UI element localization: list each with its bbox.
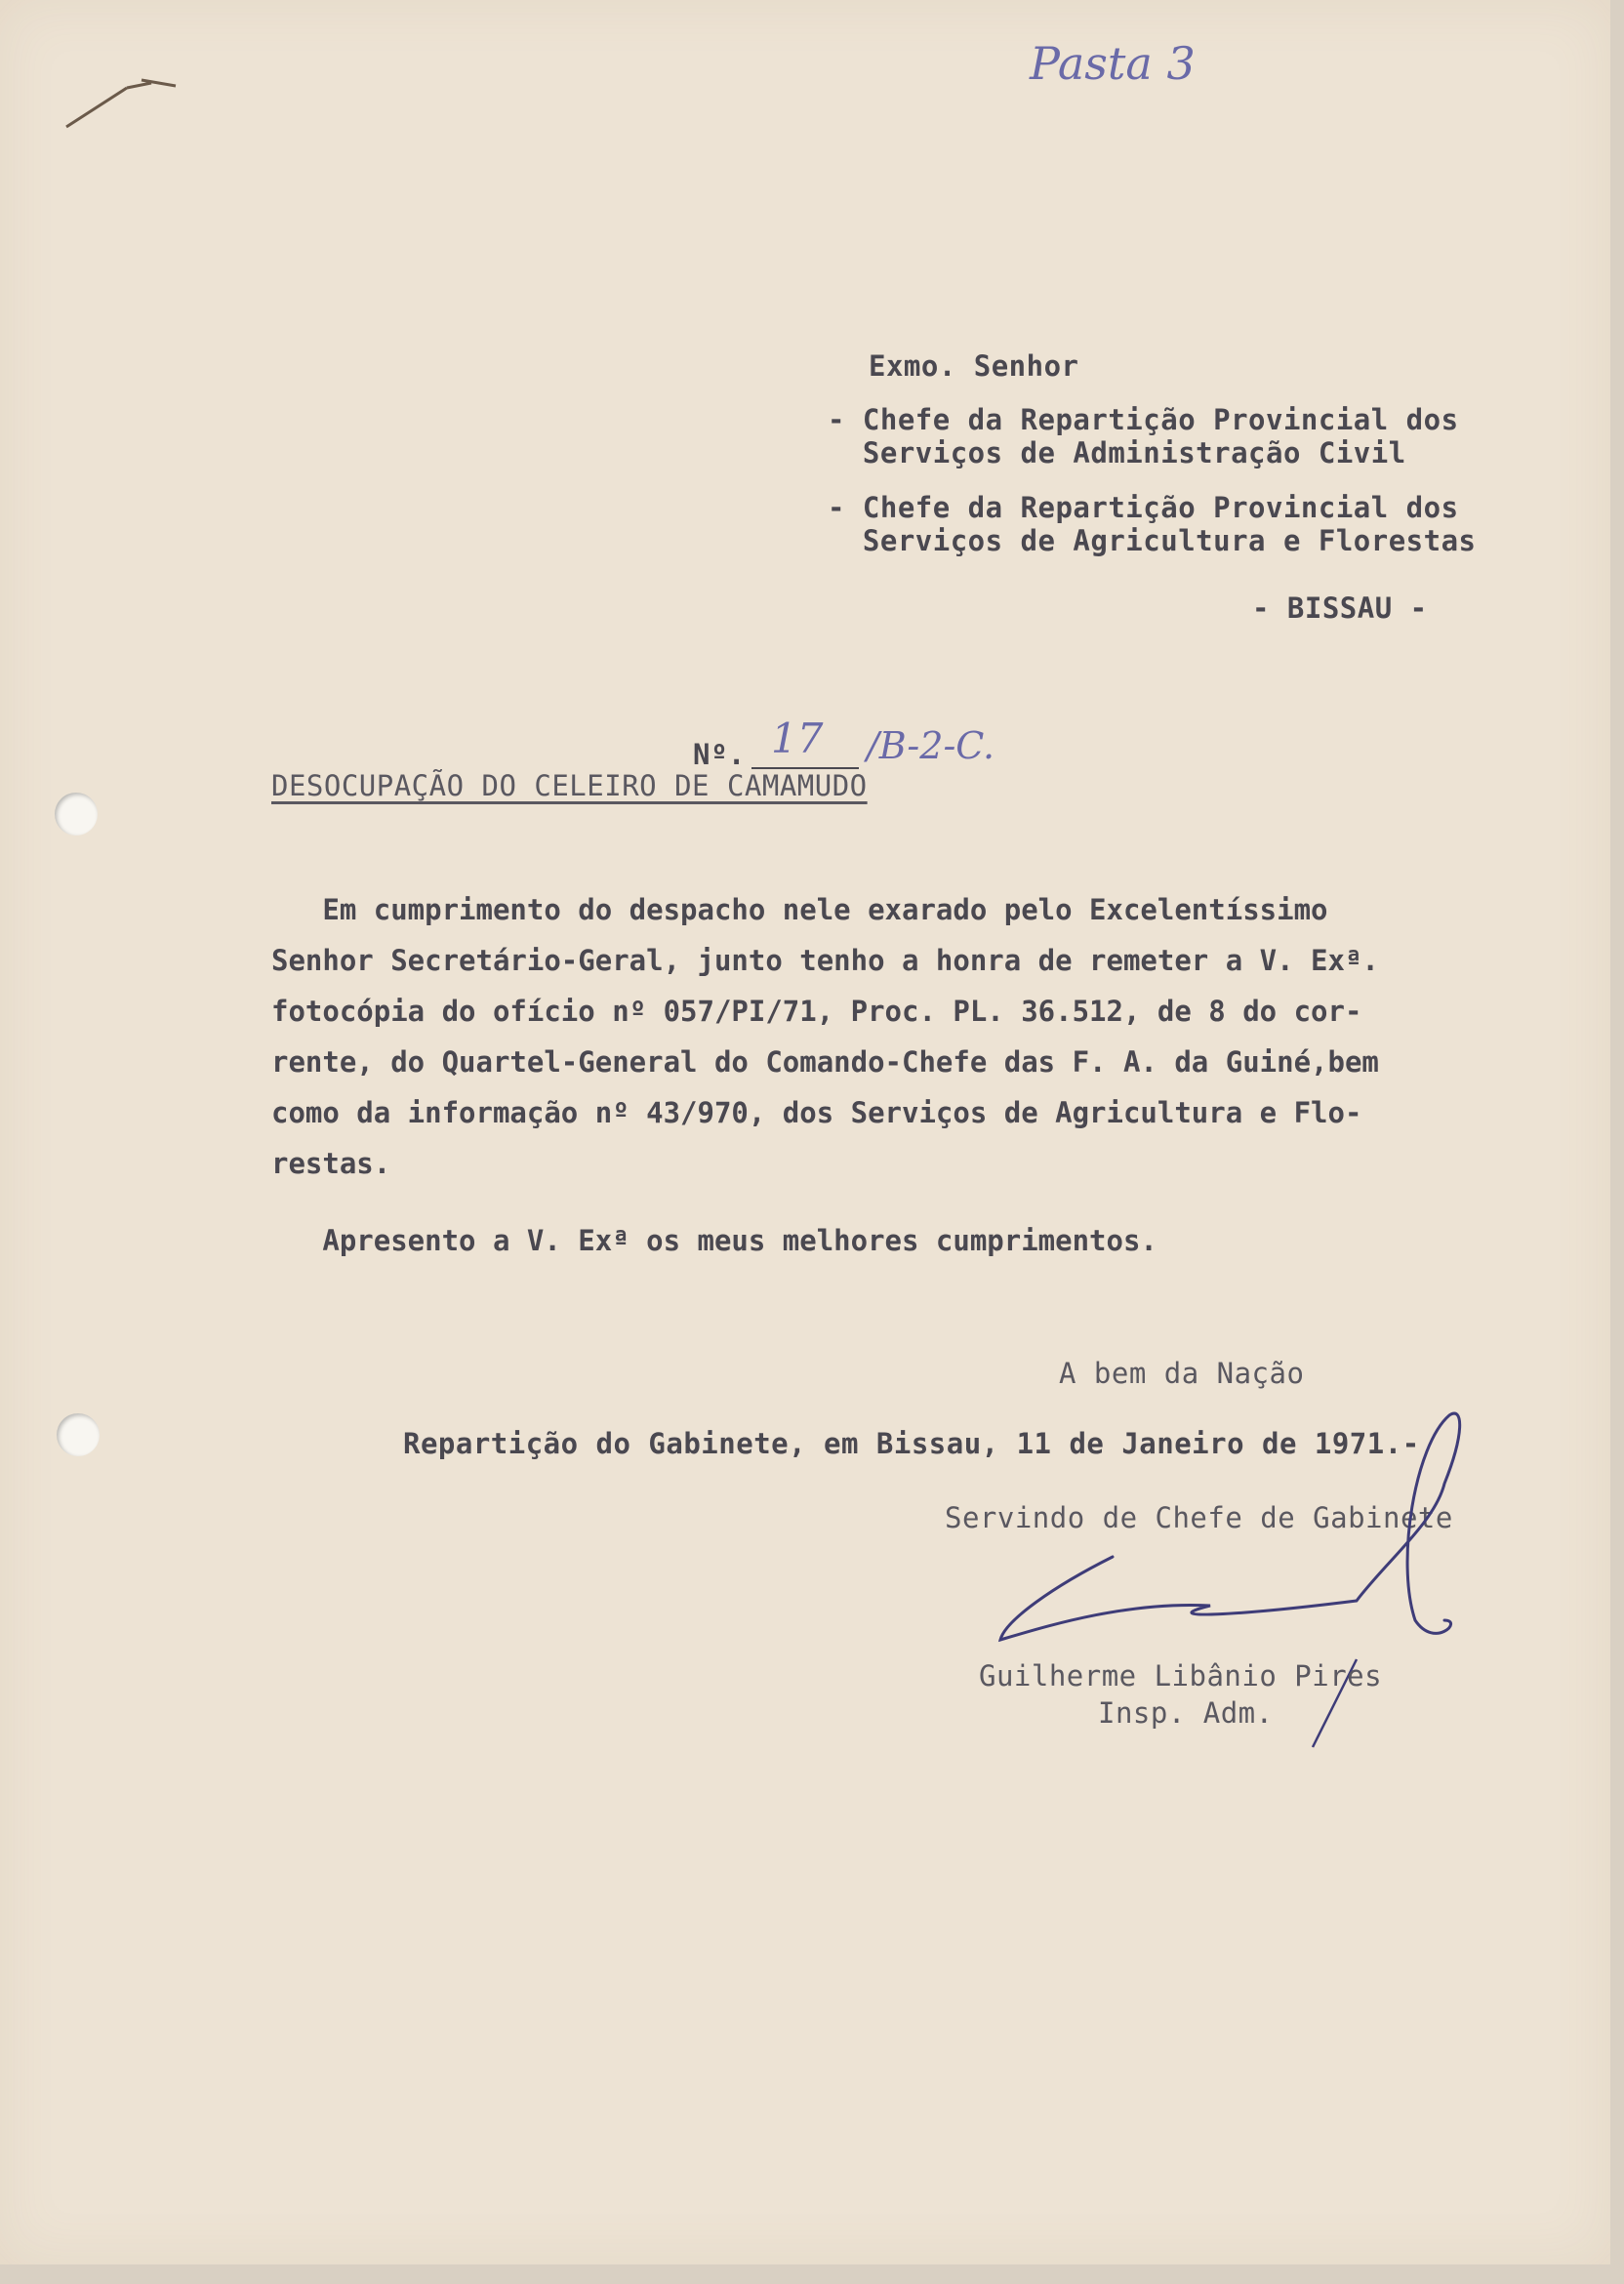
addressee-line-2a: - Chefe da Repartição Provincial dos [828, 491, 1459, 524]
body-line-6: restas. [271, 1147, 391, 1180]
body-line-7: Apresento a V. Exª os meus melhores cumprimentos. [271, 1224, 1157, 1257]
body-line-2: Senhor Secretário-Geral, junto tenho a honra de remeter a V. Exª. [271, 944, 1379, 977]
closing-motto: A bem da Nação [1059, 1357, 1305, 1390]
handwritten-annotation: Pasta 3 [1030, 37, 1196, 90]
body-line-1: Em cumprimento do despacho nele exarado pelo Excelentíssimo [271, 893, 1328, 926]
reference-number: 17 [771, 714, 824, 762]
closing-role: Servindo de Chefe de Gabinete [945, 1501, 1453, 1534]
addressee-line-2b: Serviços de Agricultura e Florestas [828, 524, 1477, 557]
punch-hole-bottom [57, 1413, 100, 1456]
body-line-3: fotocópia do ofício nº 057/PI/71, Proc. PL. 36.512, de 8 do cor- [271, 995, 1362, 1028]
addressee-city: - BISSAU - [1252, 591, 1428, 625]
closing-place-date: Repartição do Gabinete, em Bissau, 11 de Janeiro de 1971.- [403, 1427, 1420, 1460]
signatory-title: Insp. Adm. [1098, 1696, 1274, 1730]
addressee-line-1a: - Chefe da Repartição Provincial dos [828, 403, 1459, 436]
body-line-5: como da informação nº 43/970, dos Serviços de Agricultura e Flo- [271, 1096, 1362, 1129]
reference-code: /B-2-C. [867, 724, 995, 767]
reference-prefix: Nº. [693, 738, 746, 771]
salutation: Exmo. Senhor [869, 349, 1079, 383]
pencil-mark [59, 59, 205, 137]
subject-line: DESOCUPAÇÃO DO CELEIRO DE CAMAMUDO [271, 769, 868, 802]
punch-hole-top [55, 793, 98, 836]
body-line-4: rente, do Quartel-General do Comando-Chefe das F. A. da Guiné,bem [271, 1045, 1379, 1079]
addressee-line-1b: Serviços de Administração Civil [828, 436, 1406, 469]
signatory-name: Guilherme Libânio Pires [979, 1659, 1383, 1693]
